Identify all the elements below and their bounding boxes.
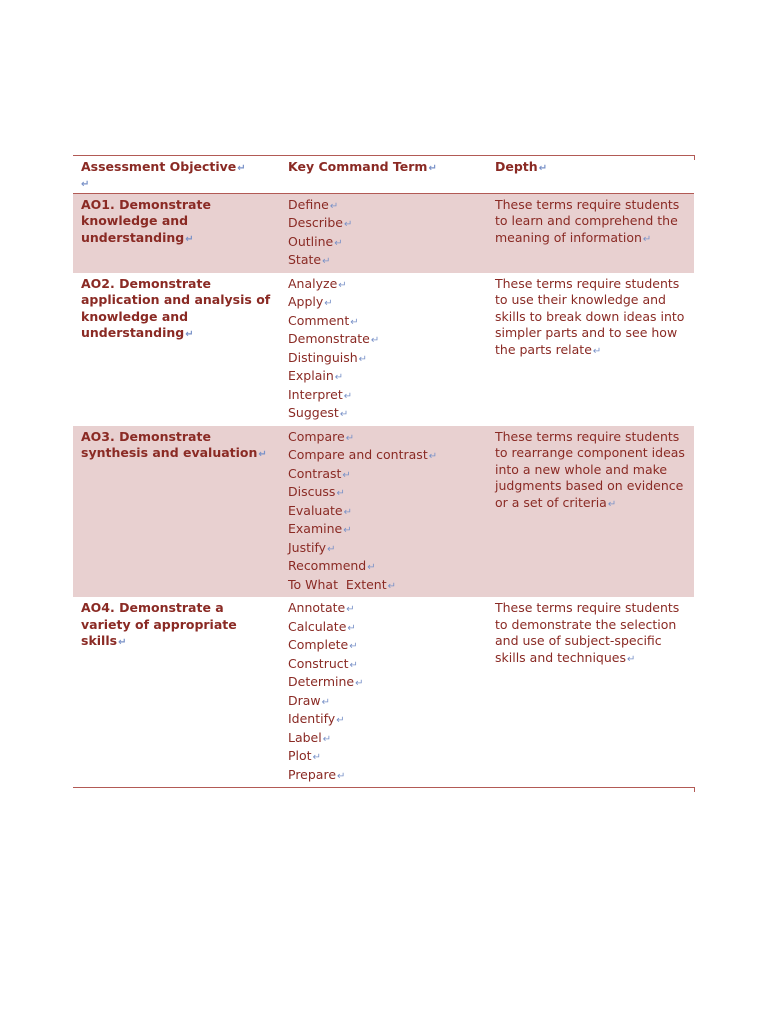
command-term: Discuss↵: [288, 484, 345, 499]
table-corner-tick: [694, 787, 695, 792]
paragraph-mark-icon: ↵: [538, 163, 548, 174]
command-term: Identify↵: [288, 711, 345, 726]
assessment-table: [73, 155, 694, 788]
command-term: Describe↵: [288, 215, 353, 230]
paragraph-mark-icon: ↵: [350, 316, 359, 328]
terms-cell: [280, 426, 487, 598]
depth-text: These terms require students to rearrange component ideas into a new whole and make judgments based on evidence or a set of criteria: [495, 428, 685, 510]
paragraph-mark-icon: ↵: [428, 163, 437, 174]
terms-cell: [280, 273, 487, 426]
paragraph-mark-icon: ↵: [358, 353, 368, 365]
terms-cell: [280, 597, 487, 787]
paragraph-mark-icon: ↵: [347, 622, 356, 634]
paragraph-mark-icon: ↵: [185, 329, 194, 340]
command-term: Define↵: [288, 196, 339, 212]
table-corner-tick: [694, 155, 695, 160]
paragraph-mark-icon: ↵: [346, 604, 355, 615]
paragraph-mark-icon: ↵: [355, 678, 364, 689]
paragraph-mark-icon: ↵: [337, 770, 346, 782]
paragraph-mark-icon: ↵: [324, 298, 333, 309]
objective-cell: [73, 426, 280, 598]
command-term: Recommend↵: [288, 558, 376, 573]
command-term: Prepare↵: [288, 766, 346, 782]
command-term: Calculate↵: [288, 618, 356, 634]
paragraph-mark-icon: ↵: [237, 163, 246, 174]
command-term: Outline↵: [288, 233, 343, 249]
paragraph-mark-icon: ↵: [343, 390, 353, 402]
command-term: Determine↵: [288, 674, 364, 689]
command-term: Explain↵: [288, 368, 344, 383]
depth-text: These terms require students to demonstrate the selection and use of subject-specific skills and techniques: [495, 600, 680, 665]
depth-cell: [487, 597, 694, 787]
table-row-ao1: [73, 194, 694, 273]
paragraph-mark-icon: ↵: [342, 469, 351, 481]
command-term: Distinguish↵: [288, 349, 368, 365]
header-objective-label: Assessment Objective: [81, 159, 237, 174]
objective-cell: [73, 597, 280, 787]
command-term: Suggest↵: [288, 405, 349, 420]
header-key-command-term: [280, 156, 487, 193]
terms-cell: [280, 194, 487, 273]
paragraph-mark-icon: ↵: [607, 498, 617, 510]
command-term: Comment↵: [288, 312, 359, 328]
paragraph-mark-icon: ↵: [322, 733, 332, 745]
command-term: Plot↵: [288, 748, 321, 763]
command-term: To What Extent↵: [288, 576, 397, 592]
command-term: Demonstrate↵: [288, 331, 380, 346]
paragraph-mark-icon: ↵: [334, 237, 343, 249]
depth-text: These terms require students to use their knowledge and skills to break down ideas into simpler parts and to see how the parts relate: [495, 275, 685, 357]
paragraph-mark-icon: ↵: [343, 219, 353, 230]
paragraph-mark-icon: ↵: [322, 256, 331, 267]
command-term: State↵: [288, 252, 331, 267]
command-term: Label↵: [288, 729, 332, 745]
command-term: Apply↵: [288, 294, 333, 309]
objective-text: AO3. Demonstrate synthesis and evaluation: [81, 428, 258, 460]
paragraph-mark-icon: ↵: [345, 432, 355, 444]
table-row-ao4: [73, 597, 694, 787]
objective-text: AO1. Demonstrate knowledge and understanding: [81, 196, 211, 245]
objective-cell: [73, 273, 280, 426]
command-term: Analyze↵: [288, 275, 347, 291]
depth-text: These terms require students to learn and comprehend the meaning of information: [495, 196, 680, 245]
paragraph-mark-icon: ↵: [428, 451, 438, 462]
header-depth-label: Depth: [495, 159, 538, 174]
command-term: Complete↵: [288, 637, 358, 652]
paragraph-mark-icon: ↵: [370, 335, 380, 346]
objective-text: AO4. Demonstrate a variety of appropriate skills: [81, 600, 237, 648]
command-term: Examine↵: [288, 521, 352, 536]
paragraph-mark-icon: ↵: [329, 200, 339, 212]
paragraph-mark-icon: ↵: [343, 506, 352, 518]
paragraph-mark-icon: ↵: [81, 178, 90, 190]
header-assessment-objective: [73, 156, 280, 193]
paragraph-mark-icon: ↵: [349, 659, 358, 671]
paragraph-mark-icon: ↵: [343, 525, 352, 536]
paragraph-mark-icon: ↵: [312, 752, 321, 763]
command-term: Annotate↵: [288, 600, 355, 615]
command-term: Contrast↵: [288, 465, 351, 481]
table-row-ao3: [73, 426, 694, 598]
header-term-label: Key Command Term: [288, 159, 428, 174]
paragraph-mark-icon: ↵: [334, 372, 344, 383]
paragraph-mark-icon: ↵: [627, 653, 636, 665]
paragraph-mark-icon: ↵: [338, 279, 347, 291]
paragraph-mark-icon: ↵: [321, 696, 331, 708]
paragraph-mark-icon: ↵: [387, 580, 397, 592]
command-term: Evaluate↵: [288, 502, 352, 518]
command-term: Justify↵: [288, 539, 336, 555]
objective-cell: [73, 194, 280, 273]
paragraph-mark-icon: ↵: [258, 449, 267, 460]
paragraph-mark-icon: ↵: [642, 233, 652, 245]
depth-cell: [487, 273, 694, 426]
command-term: Draw↵: [288, 692, 331, 708]
command-term: Construct↵: [288, 655, 358, 671]
paragraph-mark-icon: ↵: [118, 637, 127, 648]
paragraph-mark-icon: ↵: [339, 409, 349, 420]
table-row-ao2: [73, 273, 694, 426]
depth-cell: [487, 426, 694, 598]
command-term: Compare↵: [288, 428, 355, 444]
command-term: Compare and contrast↵: [288, 447, 438, 462]
paragraph-mark-icon: ↵: [367, 562, 376, 573]
paragraph-mark-icon: ↵: [336, 715, 345, 726]
objective-text: AO2. Demonstrate application and analysis of knowledge and understanding: [81, 275, 271, 340]
header-depth: [487, 156, 694, 193]
paragraph-mark-icon: ↵: [327, 543, 336, 555]
command-term: Interpret↵: [288, 386, 353, 402]
table-header-row: [73, 156, 694, 194]
depth-cell: [487, 194, 694, 273]
paragraph-mark-icon: ↵: [336, 488, 345, 499]
paragraph-mark-icon: ↵: [185, 233, 194, 245]
paragraph-mark-icon: ↵: [349, 641, 358, 652]
paragraph-mark-icon: ↵: [592, 345, 602, 357]
